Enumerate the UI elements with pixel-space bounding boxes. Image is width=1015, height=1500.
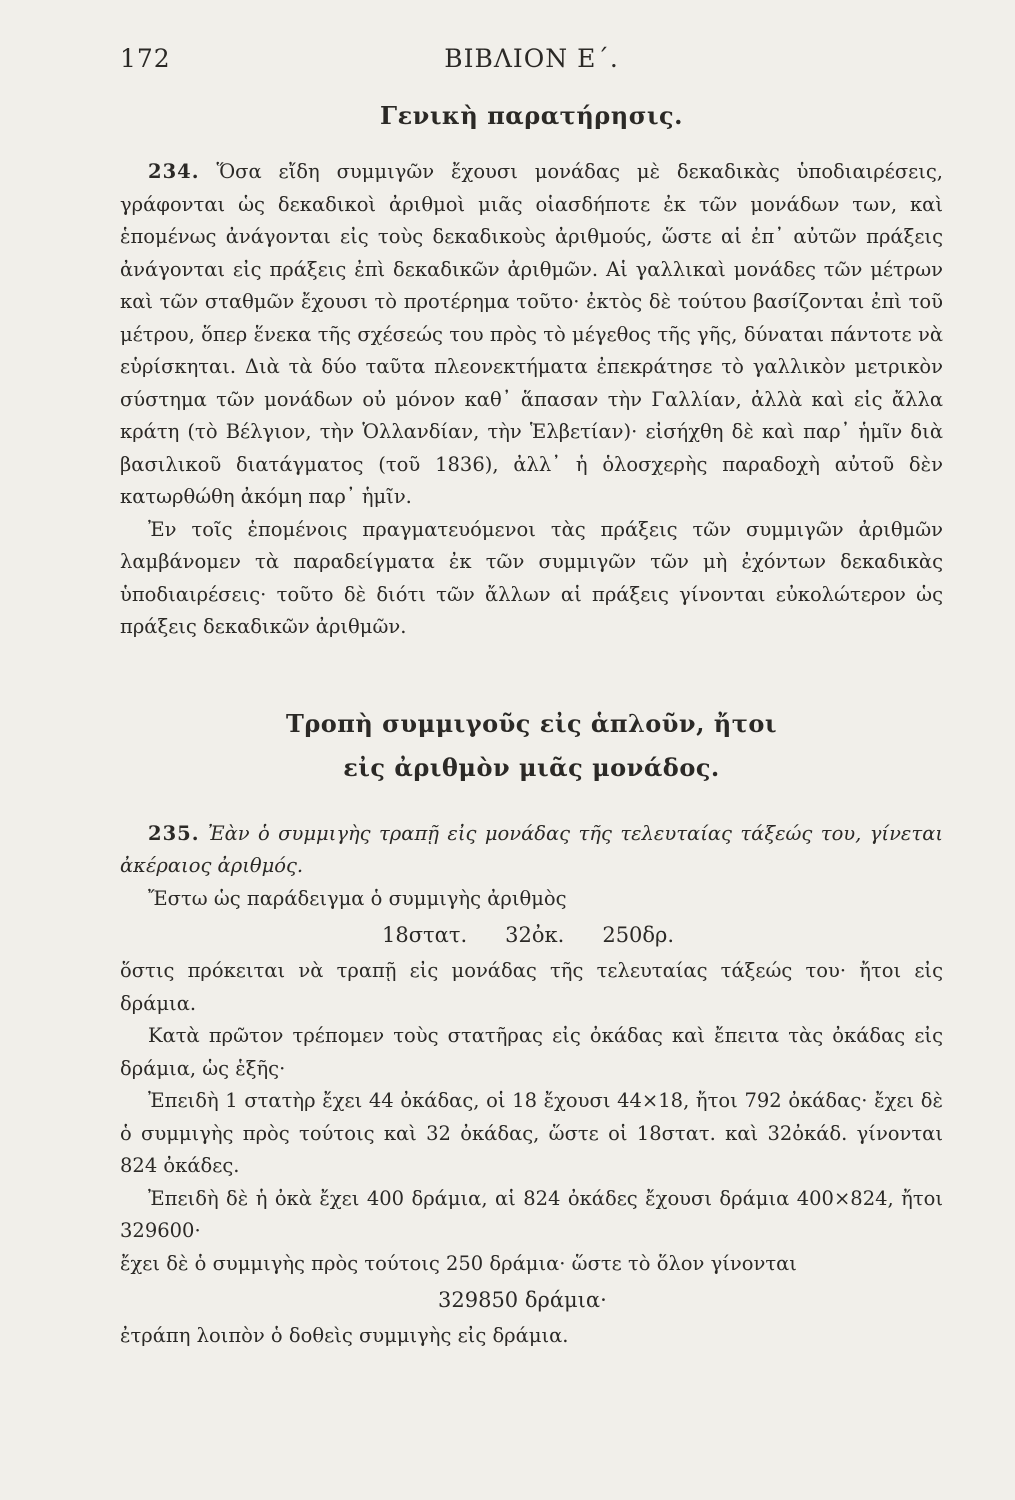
- result-text: 329850 δράμια·: [438, 1288, 607, 1312]
- paragraph-text: Κατὰ πρῶτον τρέπομεν τοὺς στατῆρας εἰς ὀκάδας καὶ ἔπειτα τὰς ὀκάδας εἰς δράμια, ὡς ἑξῆς·: [120, 1024, 943, 1080]
- paragraph-234: [120, 156, 943, 514]
- step-1: [120, 1020, 943, 1085]
- stater-value: 18στατ.: [382, 923, 468, 947]
- example-compound-number: [120, 915, 943, 955]
- rule-text: Ἐὰν ὁ συμμιγὴς τραπῇ εἰς μονάδας τῆς τελευταίας τάξεώς του, γίνεται ἀκέραιος ἀριθμός.: [120, 821, 944, 877]
- heading-line-2: εἰς ἀριθμὸν μιᾶς μονάδος.: [343, 752, 720, 782]
- drachm-value: 250δρ.: [602, 923, 675, 947]
- result-value: [120, 1280, 943, 1320]
- section-heading-general-remark: [120, 94, 943, 138]
- paragraph-text: ὅστις πρόκειται νὰ τραπῇ εἰς μονάδας τῆς τελευταίας τάξεώς του· ἤτοι εἰς δράμια.: [120, 959, 943, 1015]
- step-2: [120, 1085, 943, 1183]
- conclusion: [120, 1320, 943, 1353]
- paragraph-text: Ἐπειδὴ 1 στατὴρ ἔχει 44 ὀκάδας, οἱ 18 ἔχουσι 44×18, ἤτοι 792 ὀκάδας· ἔχει δὲ ὁ συμμιγὴς πρὸς τούτοις καὶ 32 ὀκάδας, ὥστε οἱ 18στατ. καὶ 32ὀκάδ. γίνονται 824 ὀκάδες.: [120, 1089, 943, 1177]
- paragraph-text: Ἐν τοῖς ἑπομένοις πραγματευόμενοι τὰς πράξεις τῶν συμμιγῶν ἀριθμῶν λαμβάνομεν τὰ παραδείγματα ἐκ τῶν συμμιγῶν τῶν μὴ ἐχόντων δεκαδικὰς ὑποδιαιρέσεις· τοῦτο δὲ διότι τῶν ἄλλων αἱ πράξεις γίνονται εὐκολώτερον ὡς πράξεις δεκαδικῶν ἀριθμῶν.: [120, 517, 943, 638]
- paragraph-235-rule: [120, 818, 943, 883]
- section-heading-conversion: [120, 702, 943, 790]
- paragraph-text: ἔχει δὲ ὁ συμμιγὴς πρὸς τούτοις 250 δράμια· ὥστε τὸ ὅλον γίνονται: [120, 1251, 797, 1275]
- example-after: [120, 955, 943, 1020]
- paragraph-examples-note: [120, 514, 943, 644]
- oka-value: 32ὀκ.: [505, 923, 565, 947]
- paragraph-text: ἐτράπη λοιπὸν ὁ δοθεὶς συμμιγὴς εἰς δράμια.: [120, 1324, 569, 1347]
- heading-line-1: Τροπὴ συμμιγοῦς εἰς ἁπλοῦν, ἤτοι: [285, 708, 778, 738]
- step-4: [120, 1248, 943, 1281]
- page-number: 172: [120, 44, 171, 73]
- section-number: 235.: [148, 821, 200, 845]
- running-head: [120, 38, 943, 90]
- paragraph-text: Ὅσα εἴδη συμμιγῶν ἔχουσι μονάδας μὲ δεκαδικὰς ὑποδιαιρέσεις, γράφονται ὡς δεκαδικοὶ ἀριθμοὶ μιᾶς οἱασδήποτε ἐκ τῶν μονάδων των, καὶ ἑπομένως ἀνάγονται εἰς τοὺς δεκαδικοὺς ἀριθμούς, ὥστε αἱ ἐπ᾿ αὐτῶν πράξεις ἀνάγονται εἰς πράξεις ἐπὶ δεκαδικῶν ἀριθμῶν. Αἱ γαλλικαὶ μονάδες τῶν μέτρων καὶ τῶν σταθμῶν ἔχουσι τὸ προτέρημα τοῦτο· ἐκτὸς δὲ τούτου βασίζονται ἐπὶ τοῦ μέτρου, ὅπερ ἕνεκα τῆς σχέσεώς του πρὸς τὸ μέγεθος τῆς γῆς, δύναται πάντοτε νὰ εὑρίσκηται. Διὰ τὰ δύο ταῦτα πλεονεκτήματα ἐπεκράτησε τὸ γαλλικὸν μετρικὸν σύστημα τῶν μονάδων οὐ μόνον καθ᾿ ἅπασαν τὴν Γαλλίαν, ἀλλὰ καὶ εἰς ἄλλα κράτη (τὸ Βέλγιον, τὴν Ὁλλανδίαν, τὴν Ἑλβετίαν)· εἰσήχθη δὲ καὶ παρ᾿ ἡμῖν διὰ βασιλικοῦ διατάγματος (τοῦ 1836), ἀλλ᾿ ἡ ὁλοσχερὴς παραδοχὴ αὐτοῦ δὲν κατωρθώθη ἀκόμη παρ᾿ ἡμῖν.: [120, 160, 943, 508]
- book-title: ΒΙΒΛΙΟΝ Ε΄.: [444, 44, 619, 73]
- section-number: 234.: [148, 160, 200, 183]
- heading-text: Γενικὴ παρατήρησις.: [380, 101, 683, 130]
- paragraph-text: Ἔστω ὡς παράδειγμα ὁ συμμιγὴς ἀριθμὸς: [148, 886, 567, 910]
- step-3: [120, 1183, 943, 1248]
- example-intro: [120, 883, 943, 916]
- paragraph-text: Ἐπειδὴ δὲ ἡ ὀκὰ ἔχει 400 δράμια, αἱ 824 ὀκάδες ἔχουσι δράμια 400×824, ἤτοι 329600·: [120, 1186, 943, 1242]
